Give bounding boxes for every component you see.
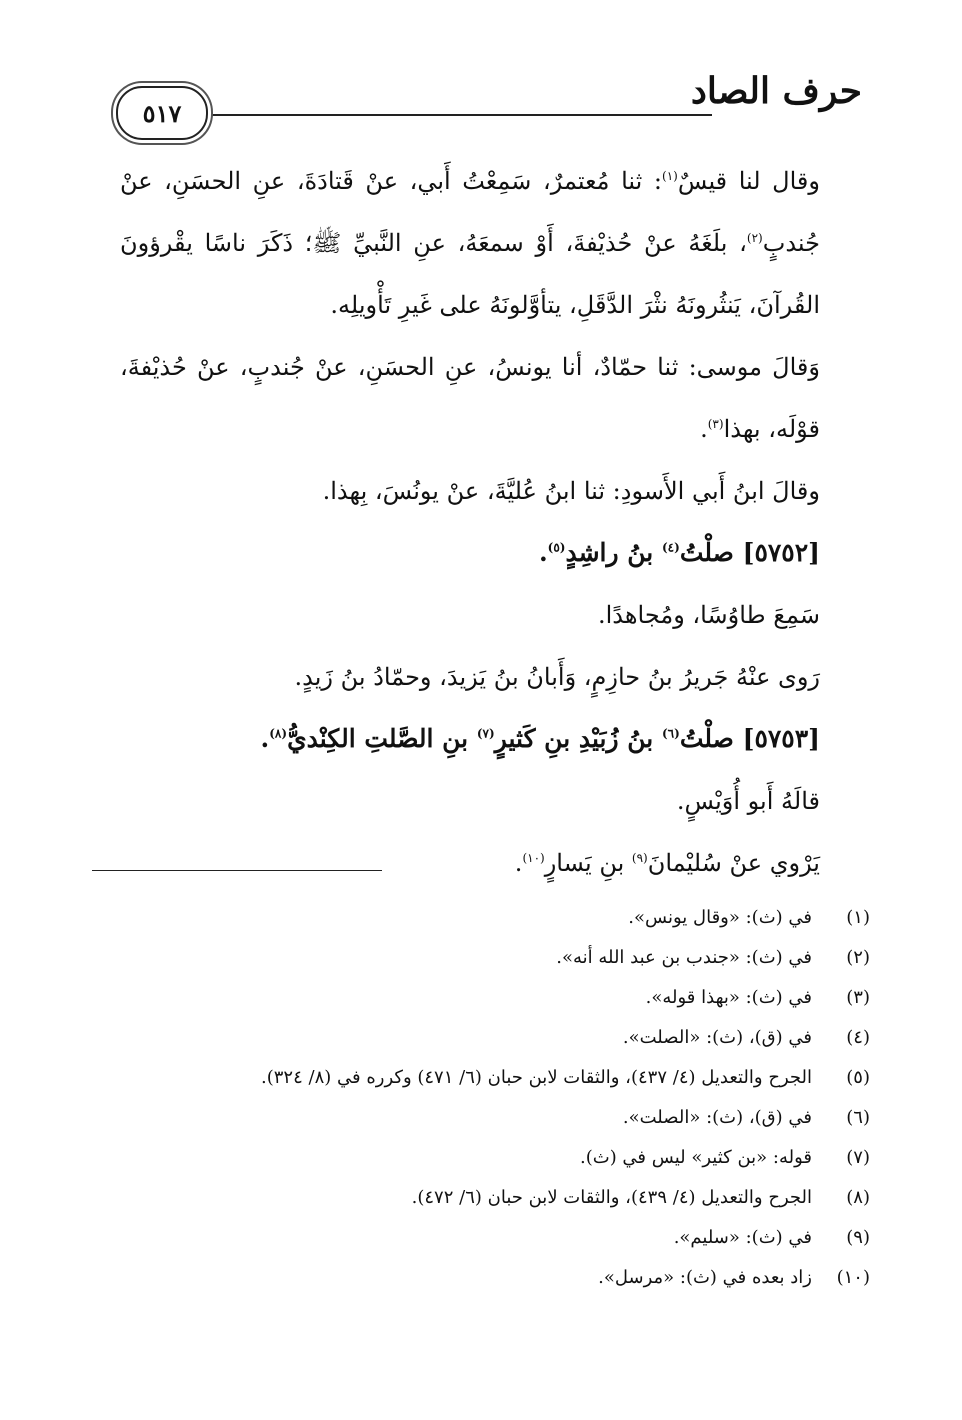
text-run: ، بلَغَهُ عنْ حُذيْفةَ، أَوْ سمعَهُ، عنِ النَّبيِّ ﷺ؛ ذَكَرَ ناسًا يقْرؤونَ القُرآنَ، يَنثُرونَهُ نثْرَ الدَّقَلِ، يتأوَّلونَهُ على غَيرِ تَأْويلِه. (120, 229, 820, 319)
footnote-number: (٨) (846, 1187, 870, 1208)
footnote-number: (٥) (846, 1067, 870, 1088)
body-text (120, 150, 862, 894)
page-number-badge (116, 86, 208, 140)
footnote-number: (٧) (846, 1147, 870, 1168)
text-run: . (538, 538, 548, 567)
text-run: بنِ يَسارٍ (544, 849, 632, 877)
footnote-item (100, 1018, 870, 1058)
paragraph-qalahu (120, 770, 862, 832)
footnote-item (100, 1178, 870, 1218)
entry-name: صلْتُ (679, 538, 734, 567)
entry-name: بنُ راشِدٍ (565, 538, 654, 567)
footnote-text: في (ث): «وقال يونس». (628, 907, 812, 928)
footnote-number: (٢) (846, 947, 870, 968)
footnote-item (100, 938, 870, 978)
paragraph-samia (120, 584, 862, 646)
text-run: : ثنا مُعتمرٌ، سَمِعْتُ أَبي، عنْ قَتادَةَ، عنِ الحسَنِ، عنْ جُندبٍ (120, 167, 820, 257)
footnote-text: في (ق)، (ث): «الصلت». (622, 1027, 812, 1048)
footnotes-list (100, 898, 870, 1298)
footnote-item (100, 1098, 870, 1138)
footnote-ref-1[interactable]: (١) (662, 169, 678, 183)
footnote-ref-6[interactable]: (٦) (661, 726, 680, 741)
footnote-number: (١) (846, 907, 870, 928)
text-run: يَرْوي عنْ سُليْمانَ (647, 849, 820, 877)
footnote-text: في (ث): «جندب بن عبد الله أنه». (556, 947, 812, 968)
footnote-text: الجرح والتعديل (٤/ ٤٣٧)، والثقات لابن حبان (٦/ ٤٧١) وكرره في (٨/ ٣٢٤). (261, 1067, 812, 1088)
footnote-number: (٦) (846, 1107, 870, 1128)
footnote-ref-7[interactable]: (٧) (476, 726, 495, 741)
footnote-ref-4[interactable]: (٤) (661, 540, 680, 555)
paragraph-musa (120, 336, 862, 460)
text-run: رَوى عنْهُ جَريرُ بنُ حازِمٍ، وَأَبانُ بنُ يَزيدَ، وحمّادُ بنُ زَيدٍ. (294, 663, 820, 691)
text-run: سَمِعَ طاوُسًا، ومُجاهدًا. (598, 601, 820, 629)
footnote-item (100, 898, 870, 938)
paragraph-yarwi (120, 832, 862, 894)
text-run: . (260, 724, 270, 753)
footnote-text: زاد بعده في (ث): «مرسل». (598, 1267, 812, 1288)
footnote-number: (٩) (846, 1227, 870, 1248)
text-run: وَقالَ موسى: ثنا حمّادٌ، أنا يونسُ، عنِ الحسَنِ، عنْ جُندبٍ، عنْ حُذيْفةَ، قوْلَه، بهذا (120, 353, 820, 443)
footnote-item (100, 1058, 870, 1098)
footnote-ref-3[interactable]: (٣) (707, 417, 724, 431)
footnote-separator (92, 870, 382, 871)
page-number: ٥١٧ (142, 98, 182, 128)
footnote-item (100, 1258, 870, 1298)
paragraph-ibn-abi-al-aswad (120, 460, 862, 522)
footnote-ref-10[interactable]: (١٠) (522, 851, 545, 865)
footnote-number: (٣) (846, 987, 870, 1008)
page-header (112, 68, 862, 138)
footnote-text: في (ث): «سليم». (673, 1227, 812, 1248)
footnote-ref-5[interactable]: (٥) (547, 540, 566, 555)
footnote-item (100, 1218, 870, 1258)
footnote-text: الجرح والتعديل (٤/ ٤٣٩)، والثقات لابن حبان (٦/ ٤٧٢). (411, 1187, 812, 1208)
paragraph-rawa (120, 646, 862, 708)
footnote-text: في (ق)، (ث): «الصلت». (622, 1107, 812, 1128)
footnote-number: (١٠) (836, 1267, 870, 1288)
footnote-number: (٤) (846, 1027, 870, 1048)
running-title: حرف الصاد (690, 70, 862, 112)
entry-name: بنِ الصَّلتِ الكِنْديُّ (287, 724, 469, 753)
entry-name: صلْتُ (679, 724, 734, 753)
entry-5753-heading (120, 708, 862, 770)
footnote-ref-2[interactable]: (٢) (746, 231, 763, 245)
footnote-ref-8[interactable]: (٨) (269, 726, 288, 741)
footnote-item (100, 1138, 870, 1178)
text-run: وقال لنا قيسٌ (677, 167, 820, 195)
entry-5752-heading (120, 522, 862, 584)
footnote-text: في (ث): «بهذا قوله». (645, 987, 812, 1008)
entry-number: [٥٧٥٣] (742, 724, 820, 753)
footnote-item (100, 978, 870, 1018)
text-run: . (514, 849, 523, 877)
footnote-ref-9[interactable]: (٩) (631, 851, 648, 865)
header-rule (204, 114, 712, 116)
text-run: وقالَ ابنُ أَبي الأَسودِ: ثنا ابنُ عُليَّةَ، عنْ يونُسَ، بِهذا. (322, 477, 820, 505)
entry-number: [٥٧٥٢] (742, 538, 820, 567)
text-run: قالَهُ أَبو أُوَيْسٍ. (676, 787, 820, 815)
entry-name: بنُ زُبَيْدِ بنِ كَثيرٍ (494, 724, 654, 753)
text-run: . (700, 415, 708, 443)
paragraph-qais (120, 150, 862, 336)
footnote-text: قوله: «بن كثير» ليس في (ث). (580, 1147, 812, 1168)
